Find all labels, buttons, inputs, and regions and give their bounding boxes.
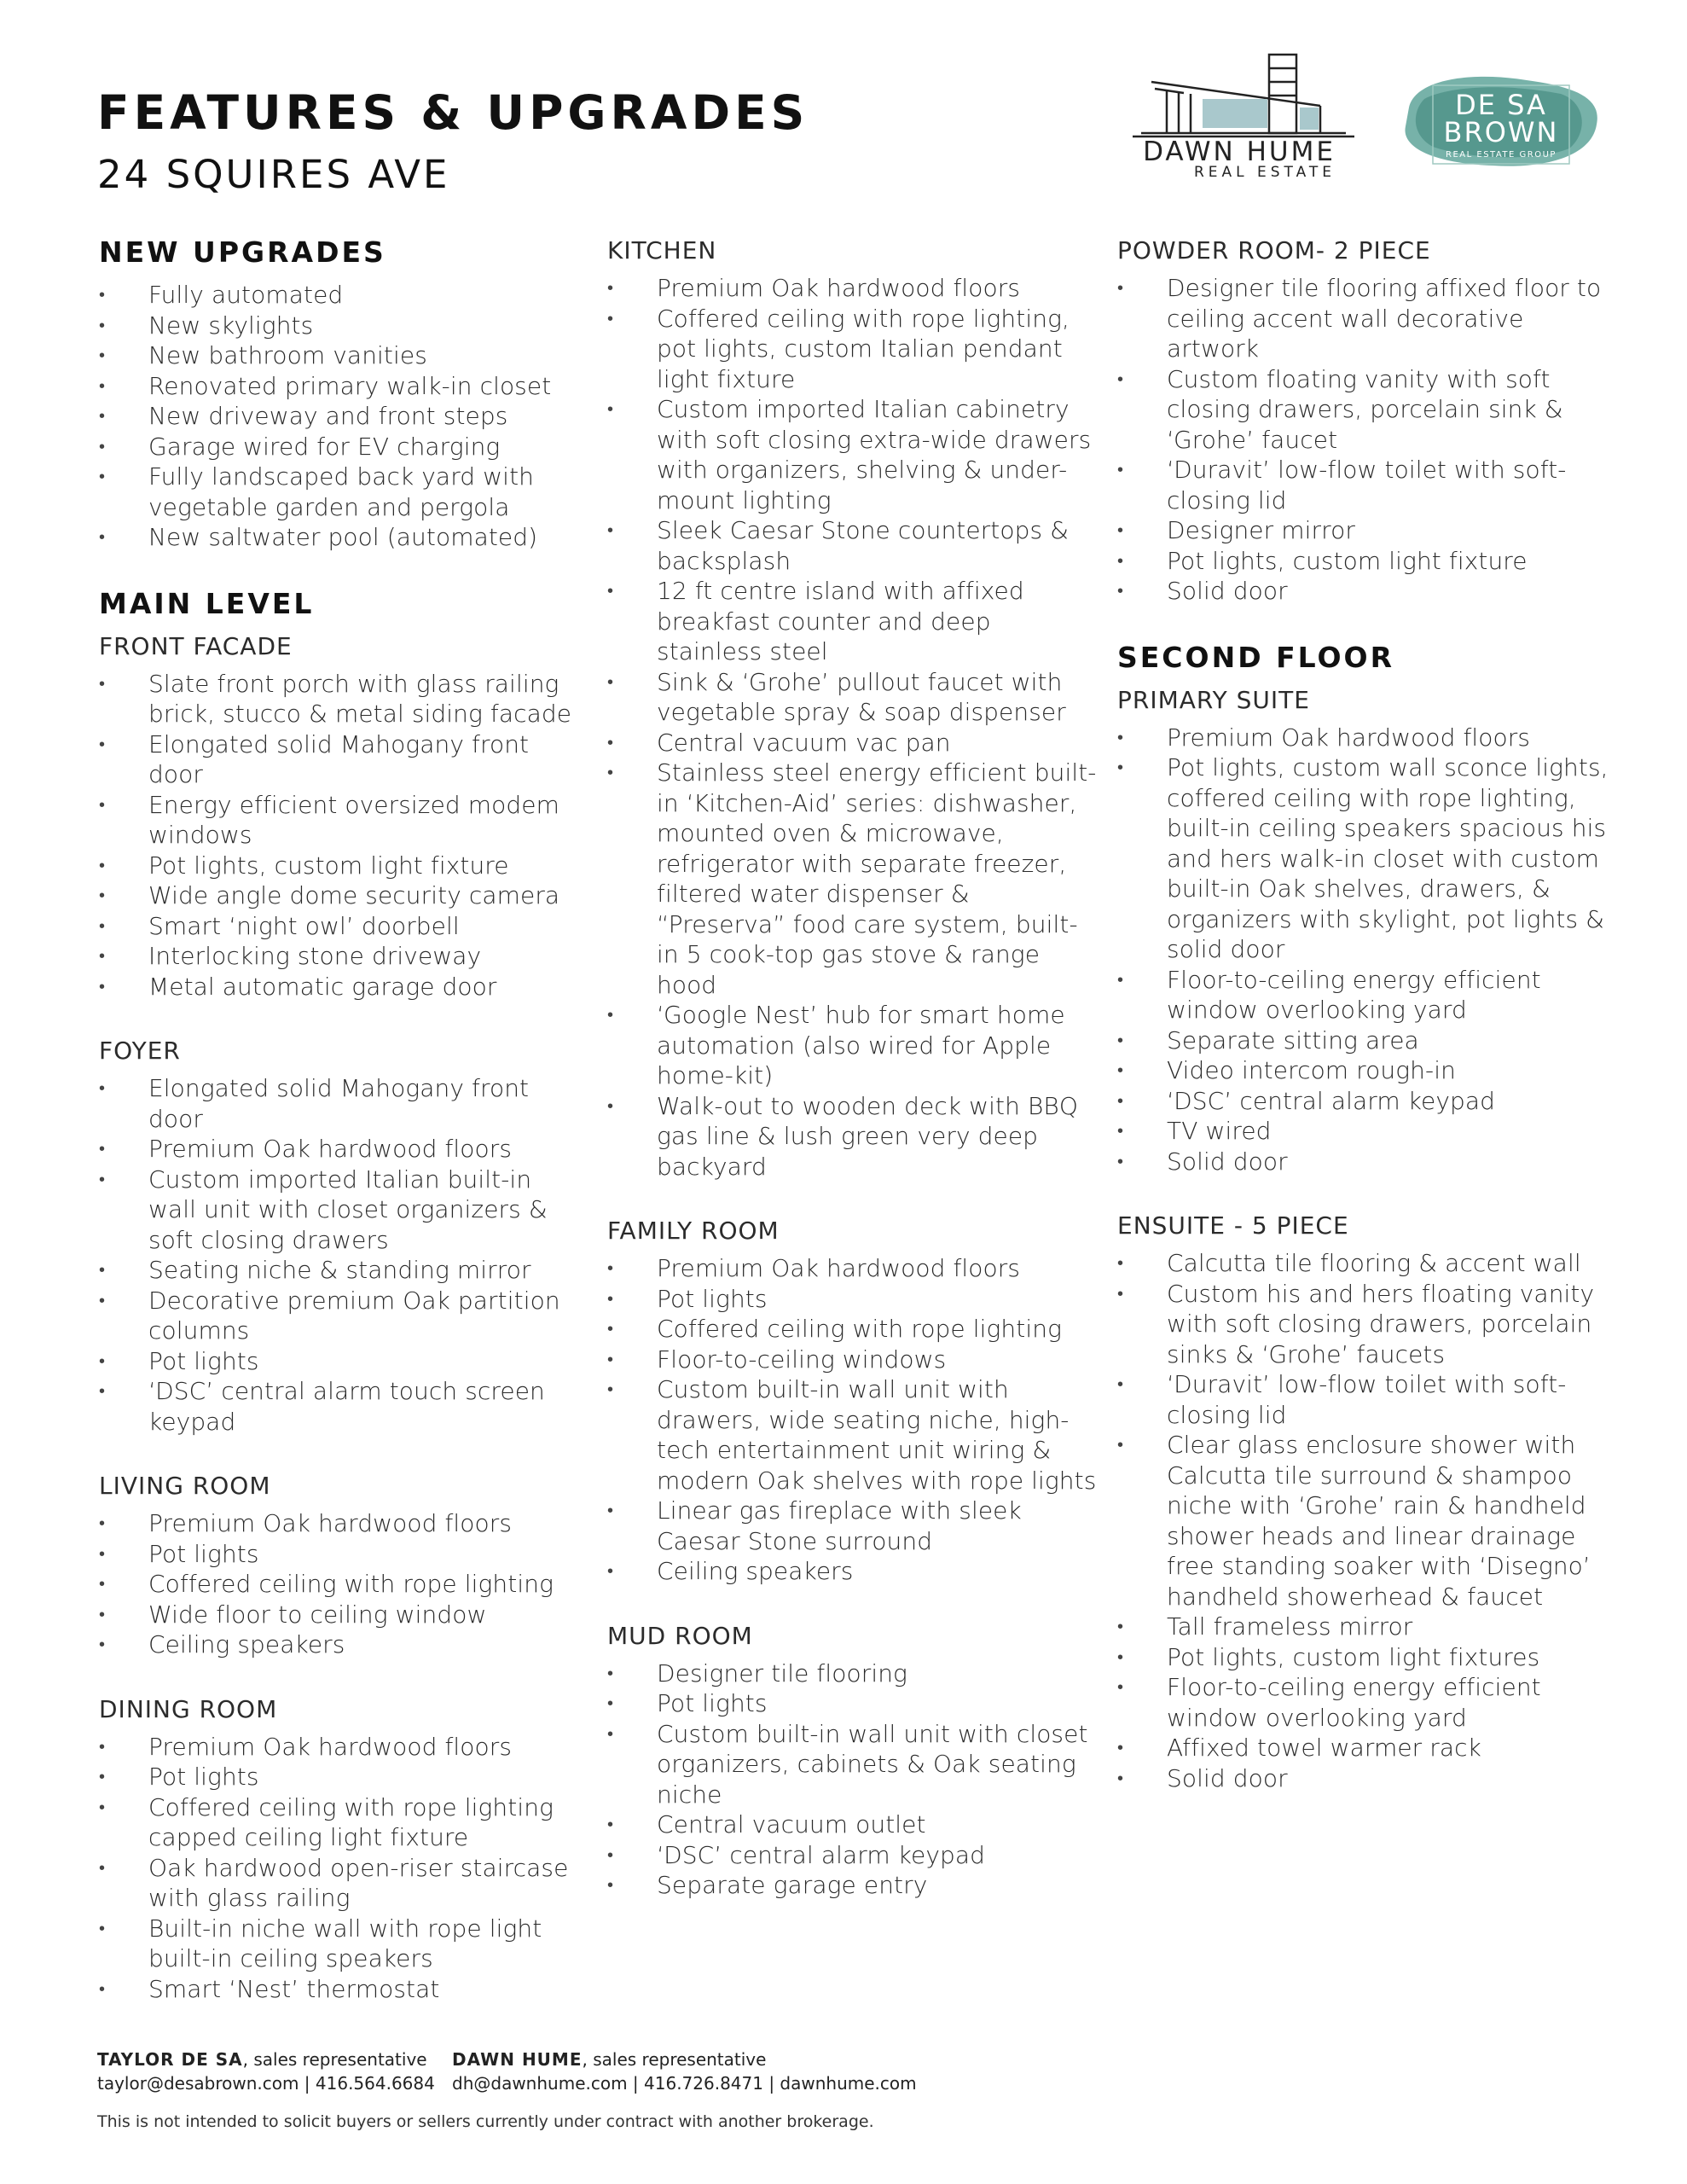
list-item: • Interlocking stone driveway [99, 941, 577, 972]
list-item: • New bathroom vanities [99, 340, 577, 371]
desa-brown-logo-line1: DE SA [1455, 89, 1547, 121]
dawn-hume-logo-subtitle: REAL ESTATE [1193, 164, 1336, 179]
desa-brown-logo [1399, 73, 1603, 171]
list-item: • ‘DSC’ central alarm touch screen keypad [99, 1376, 577, 1437]
ensuite-heading: ENSUITE - 5 PIECE [1117, 1211, 1349, 1240]
list-item: • Premium Oak hardwood floors [1117, 723, 1612, 753]
list-item: • Oak hardwood open-riser staircase with glass railing [99, 1853, 577, 1914]
list-item: • Affixed towel warmer rack [1117, 1733, 1612, 1763]
list-item: • Premium Oak hardwood floors [99, 1134, 577, 1165]
list-item: • Designer mirror [1117, 515, 1612, 546]
list-item: • Slate front porch with glass railing brick, stucco & metal siding facade [99, 669, 577, 729]
desa-brown-logo-line2: BROWN [1443, 116, 1559, 148]
powder-room-heading: POWDER ROOM- 2 PIECE [1117, 236, 1431, 264]
list-item: • Decorative premium Oak partition columns [99, 1286, 577, 1346]
list-item: • ‘Duravit’ low-flow toilet with soft-closing lid [1117, 1369, 1612, 1430]
list-item: • ‘Duravit’ low-flow toilet with soft-closing lid [1117, 455, 1612, 515]
list-item: • Metal automatic garage door [99, 972, 577, 1002]
disclaimer: This is not intended to solicit buyers or sellers currently under contract with another brokerage. [97, 2112, 874, 2131]
list-item: • Pot lights [99, 1762, 577, 1792]
list-item: • Renovated primary walk-in closet [99, 371, 577, 402]
footer-agent-taylor [97, 2048, 435, 2095]
list-item: • Pot lights, custom light fixtures [1117, 1642, 1612, 1673]
list-item: • Custom built-in wall unit with drawers, wide seating niche, high-tech entertainment unit wiring & modern Oak shelves with rope lights [607, 1374, 1098, 1496]
list-item: • Wide floor to ceiling window [99, 1600, 577, 1630]
list-item: • Smart ‘night owl’ doorbell [99, 911, 577, 942]
dining-room-list [99, 1732, 577, 2005]
list-item: • Floor-to-ceiling energy efficient window overlooking yard [1117, 1672, 1612, 1733]
foyer-heading: FOYER [99, 1037, 181, 1065]
list-item: • Walk-out to wooden deck with BBQ gas line & lush green very deep backyard [607, 1091, 1098, 1182]
agent-contact[interactable]: dh@dawnhume.com | 416.726.8471 | dawnhume.com [452, 2073, 917, 2094]
list-item: • Solid door [1117, 1763, 1612, 1794]
list-item: • Calcutta tile flooring & accent wall [1117, 1248, 1612, 1279]
kitchen-heading: KITCHEN [607, 236, 717, 264]
living-room-heading: LIVING ROOM [99, 1472, 271, 1500]
living-room-list [99, 1508, 577, 1660]
list-item: • Central vacuum vac pan [607, 728, 1098, 758]
new-upgrades-heading: NEW UPGRADES [99, 235, 386, 269]
new-upgrades-list [99, 280, 577, 553]
list-item: • Video intercom rough-in [1117, 1055, 1612, 1086]
watercolor-logo-icon [1399, 73, 1603, 171]
list-item: • Separate garage entry [607, 1870, 1098, 1901]
list-item: • Built-in niche wall with rope light built-in ceiling speakers [99, 1914, 577, 1974]
list-item: • Coffered ceiling with rope lighting, pot lights, custom Italian pendant light fixture [607, 304, 1098, 395]
list-item: • Pot lights, custom light fixture [1117, 546, 1612, 577]
agent-name: TAYLOR DE SA [97, 2049, 243, 2070]
mud-room-heading: MUD ROOM [607, 1621, 753, 1650]
dawn-hume-logo [1107, 51, 1371, 179]
family-room-heading: FAMILY ROOM [607, 1217, 780, 1245]
list-item: • Seating niche & standing mirror [99, 1255, 577, 1286]
agent-name: DAWN HUME [452, 2049, 583, 2070]
list-item: • TV wired [1117, 1116, 1612, 1147]
list-item: • Fully landscaped back yard with vegetable garden and pergola [99, 462, 577, 522]
primary-suite-heading: PRIMARY SUITE [1117, 685, 1310, 714]
list-item: • Premium Oak hardwood floors [99, 1732, 577, 1763]
agent-role: , sales representative [582, 2049, 767, 2070]
page-title: FEATURES & UPGRADES [97, 85, 809, 140]
list-item: • Pot lights, custom light fixture [99, 851, 577, 881]
second-floor-heading: SECOND FLOOR [1117, 640, 1394, 674]
footer-agent-dawn [452, 2048, 917, 2095]
list-item: • Premium Oak hardwood floors [99, 1508, 577, 1539]
list-item: • Custom his and hers floating vanity with soft closing drawers, porcelain sinks & ‘Grohe’ faucets [1117, 1279, 1612, 1370]
primary-suite-list [1117, 723, 1612, 1177]
column-middle [607, 235, 1098, 1901]
list-item: • Pot lights [99, 1346, 577, 1377]
list-item: • Separate sitting area [1117, 1025, 1612, 1056]
list-item: • Linear gas fireplace with sleek Caesar Stone surround [607, 1496, 1098, 1556]
dawn-hume-logo-name: DAWN HUME [1143, 136, 1336, 167]
list-item: • Custom imported Italian cabinetry with soft closing extra-wide drawers with organizers, shelving & under-mount lighting [607, 394, 1098, 515]
list-item: • Solid door [1117, 1147, 1612, 1177]
desa-brown-logo-line3: REAL ESTATE GROUP [1446, 150, 1557, 160]
list-item: • Ceiling speakers [607, 1556, 1098, 1587]
list-item: • Central vacuum outlet [607, 1809, 1098, 1840]
agent-contact[interactable]: taylor@desabrown.com | 416.564.6684 [97, 2073, 435, 2094]
front-facade-heading: FRONT FACADE [99, 631, 293, 660]
list-item: • Floor-to-ceiling windows [607, 1345, 1098, 1375]
list-item: • Pot lights, custom wall sconce lights, coffered ceiling with rope lighting, built-in ceiling speakers spacious his and hers walk-in closet with custom built-in Oak shelves, drawers, & organizers with skylight, pot lights & solid door [1117, 752, 1612, 965]
kitchen-list [607, 273, 1098, 1182]
list-item: • Designer tile flooring [607, 1658, 1098, 1689]
list-item: • Elongated solid Mahogany front door [99, 729, 577, 790]
front-facade-list [99, 669, 577, 1002]
list-item: • Clear glass enclosure shower with Calcutta tile surround & shampoo niche with ‘Grohe’ rain & handheld shower heads and linear drainage free standing soaker with ‘Disegno’ handheld showerhead & faucet [1117, 1430, 1612, 1612]
list-item: • Sink & ‘Grohe’ pullout faucet with vegetable spray & soap dispenser [607, 667, 1098, 728]
list-item: • Fully automated [99, 280, 577, 311]
dining-room-heading: DINING ROOM [99, 1694, 278, 1723]
list-item: • Ceiling speakers [99, 1629, 577, 1660]
list-item: • New saltwater pool (automated) [99, 522, 577, 553]
list-item: • Smart ‘Nest’ thermostat [99, 1974, 577, 2005]
list-item: • Elongated solid Mahogany front door [99, 1073, 577, 1134]
list-item: • New driveway and front steps [99, 401, 577, 432]
list-item: • Designer tile flooring affixed floor to ceiling accent wall decorative artwork [1117, 273, 1612, 364]
list-item: • ‘DSC’ central alarm keypad [607, 1840, 1098, 1871]
list-item: • Coffered ceiling with rope lighting [99, 1569, 577, 1600]
list-item: • ‘Google Nest’ hub for smart home automation (also wired for Apple home-kit) [607, 1000, 1098, 1091]
house-outline-icon [1107, 51, 1371, 179]
list-item: • 12 ft centre island with affixed breakfast counter and deep stainless steel [607, 576, 1098, 667]
list-item: • Pot lights [607, 1284, 1098, 1315]
list-item: • Energy efficient oversized modem windows [99, 790, 577, 851]
list-item: • New skylights [99, 311, 577, 341]
list-item: • Pot lights [99, 1539, 577, 1570]
family-room-list [607, 1253, 1098, 1587]
property-address: 24 SQUIRES AVE [97, 152, 450, 197]
list-item: • Wide angle dome security camera [99, 880, 577, 911]
list-item: • Custom floating vanity with soft closing drawers, porcelain sink & ‘Grohe’ faucet [1117, 364, 1612, 456]
list-item: • Coffered ceiling with rope lighting capped ceiling light fixture [99, 1792, 577, 1853]
list-item: • Coffered ceiling with rope lighting [607, 1314, 1098, 1345]
list-item: • Floor-to-ceiling energy efficient window overlooking yard [1117, 965, 1612, 1025]
column-left [99, 235, 577, 2004]
list-item: • Custom imported Italian built-in wall unit with closet organizers & soft closing drawers [99, 1165, 577, 1256]
powder-room-list [1117, 273, 1612, 607]
list-item: • Pot lights [607, 1688, 1098, 1719]
ensuite-list [1117, 1248, 1612, 1793]
column-right [1117, 235, 1612, 1793]
list-item: • Tall frameless mirror [1117, 1612, 1612, 1642]
list-item: • Custom built-in wall unit with closet organizers, cabinets & Oak seating niche [607, 1719, 1098, 1810]
list-item: • Garage wired for EV charging [99, 432, 577, 462]
foyer-list [99, 1073, 577, 1437]
list-item: • Sleek Caesar Stone countertops & backsplash [607, 515, 1098, 576]
list-item: • Premium Oak hardwood floors [607, 273, 1098, 304]
mud-room-list [607, 1658, 1098, 1901]
list-item: • Solid door [1117, 576, 1612, 607]
main-level-heading: MAIN LEVEL [99, 586, 315, 620]
list-item: • ‘DSC’ central alarm keypad [1117, 1086, 1612, 1117]
list-item: • Premium Oak hardwood floors [607, 1253, 1098, 1284]
agent-role: , sales representative [242, 2049, 427, 2070]
list-item: • Stainless steel energy efficient built-in ‘Kitchen-Aid’ series: dishwasher, mounted oven & microwave, refrigerator with separate freezer, filtered water dispenser & “Preserva” food care system, built-in 5 cook-top gas stove & range hood [607, 758, 1098, 1000]
